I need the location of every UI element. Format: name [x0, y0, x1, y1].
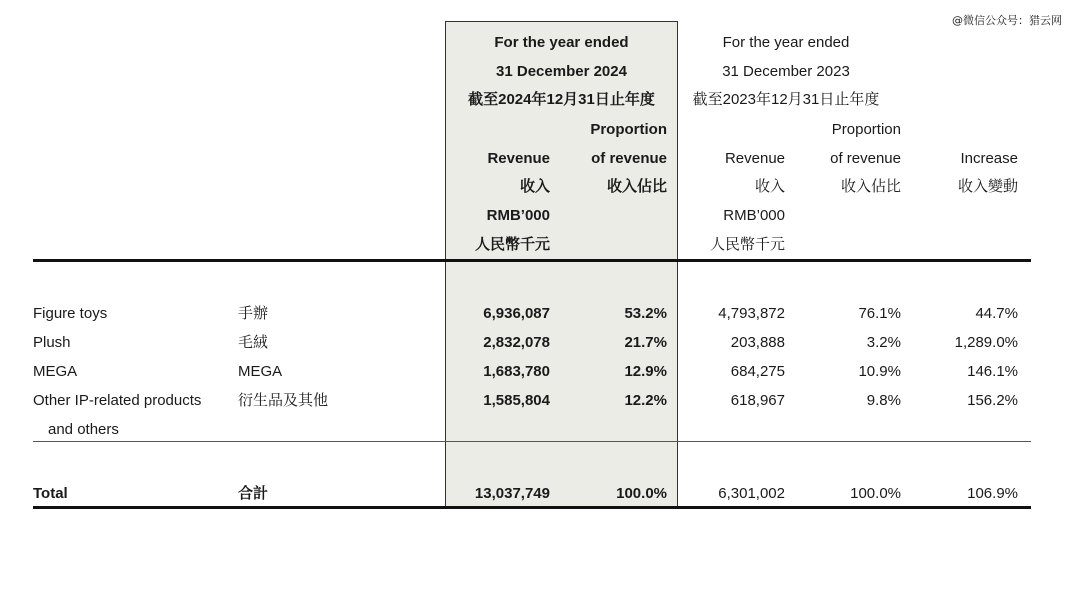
cell-prop2023: 9.8%: [866, 392, 901, 409]
row-label-zh: MEGA: [238, 363, 283, 380]
rev2024-header-2: 收入: [519, 178, 550, 195]
watermark: @微信公众号：猎云网: [952, 14, 1062, 27]
cell-rev2023: 618,967: [730, 392, 785, 409]
cell-increase: 1,289.0%: [954, 334, 1018, 351]
header-2024-line1: For the year ended: [494, 34, 629, 51]
header-2023-line1: For the year ended: [722, 34, 850, 51]
row-label-zh: 毛絨: [238, 334, 269, 351]
row-label-en-cont: and others: [48, 421, 119, 438]
rev2023-header-4: 人民幣千元: [709, 236, 785, 253]
total-label-zh: 合計: [238, 485, 269, 502]
rev2023-header-3: RMB’000: [723, 207, 785, 224]
prop2023-header-2: of revenue: [830, 150, 901, 167]
cell-prop2024: 12.2%: [624, 392, 667, 409]
cell-rev2024: 2,832,078: [483, 334, 550, 351]
header-2024-line2: 31 December 2024: [496, 63, 627, 80]
total-prop2023: 100.0%: [850, 485, 901, 502]
cell-rev2023: 4,793,872: [718, 305, 785, 322]
cell-rev2024: 1,683,780: [483, 363, 550, 380]
prop2024-header-2: of revenue: [591, 150, 667, 167]
row-label-zh: 手辦: [238, 305, 269, 322]
cell-rev2023: 684,275: [730, 363, 785, 380]
cell-increase: 156.2%: [967, 392, 1018, 409]
rev2024-header-1: Revenue: [487, 150, 550, 167]
cell-prop2023: 76.1%: [858, 305, 901, 322]
total-prop2024: 100.0%: [616, 485, 667, 502]
increase-header-2: 收入變動: [957, 178, 1018, 195]
prop2023-header-1: Proportion: [831, 121, 901, 138]
rev2024-header-3: RMB’000: [486, 207, 550, 224]
prop2023-header-3: 收入佔比: [840, 178, 901, 195]
rev2023-header-1: Revenue: [724, 150, 785, 167]
subtotal-rule: [33, 441, 1031, 442]
row-label-en: MEGA: [33, 363, 78, 380]
cell-increase: 146.1%: [967, 363, 1018, 380]
header-2024-line3: 截至2024年12月31日止年度: [468, 91, 655, 108]
total-rev2024: 13,037,749: [474, 485, 550, 502]
cell-rev2024: 1,585,804: [483, 392, 550, 409]
prop2024-header-1: Proportion: [590, 121, 667, 138]
total-increase: 106.9%: [967, 485, 1018, 502]
cell-prop2024: 12.9%: [624, 363, 667, 380]
row-label-zh: 衍生品及其他: [238, 392, 329, 409]
total-rev2023: 6,301,002: [718, 485, 785, 502]
header-2023-line3: 截至2023年12月31日止年度: [692, 91, 880, 108]
cell-prop2023: 3.2%: [866, 334, 901, 351]
row-label-en: Other IP-related products: [33, 392, 202, 409]
cell-prop2023: 10.9%: [858, 363, 901, 380]
cell-prop2024: 53.2%: [624, 305, 667, 322]
cell-rev2024: 6,936,087: [483, 305, 550, 322]
cell-rev2023: 203,888: [730, 334, 785, 351]
total-rule: [33, 506, 1031, 509]
header-2023-line2: 31 December 2023: [722, 63, 850, 80]
rev2023-header-2: 收入: [754, 178, 785, 195]
cell-increase: 44.7%: [975, 305, 1018, 322]
increase-header-1: Increase: [960, 150, 1018, 167]
prop2024-header-3: 收入佔比: [606, 178, 667, 195]
rev2024-header-4: 人民幣千元: [474, 236, 550, 253]
total-label-en: Total: [33, 485, 68, 502]
header-rule: [33, 259, 1031, 262]
cell-prop2024: 21.7%: [624, 334, 667, 351]
row-label-en: Plush: [33, 334, 71, 351]
row-label-en: Figure toys: [33, 305, 108, 322]
